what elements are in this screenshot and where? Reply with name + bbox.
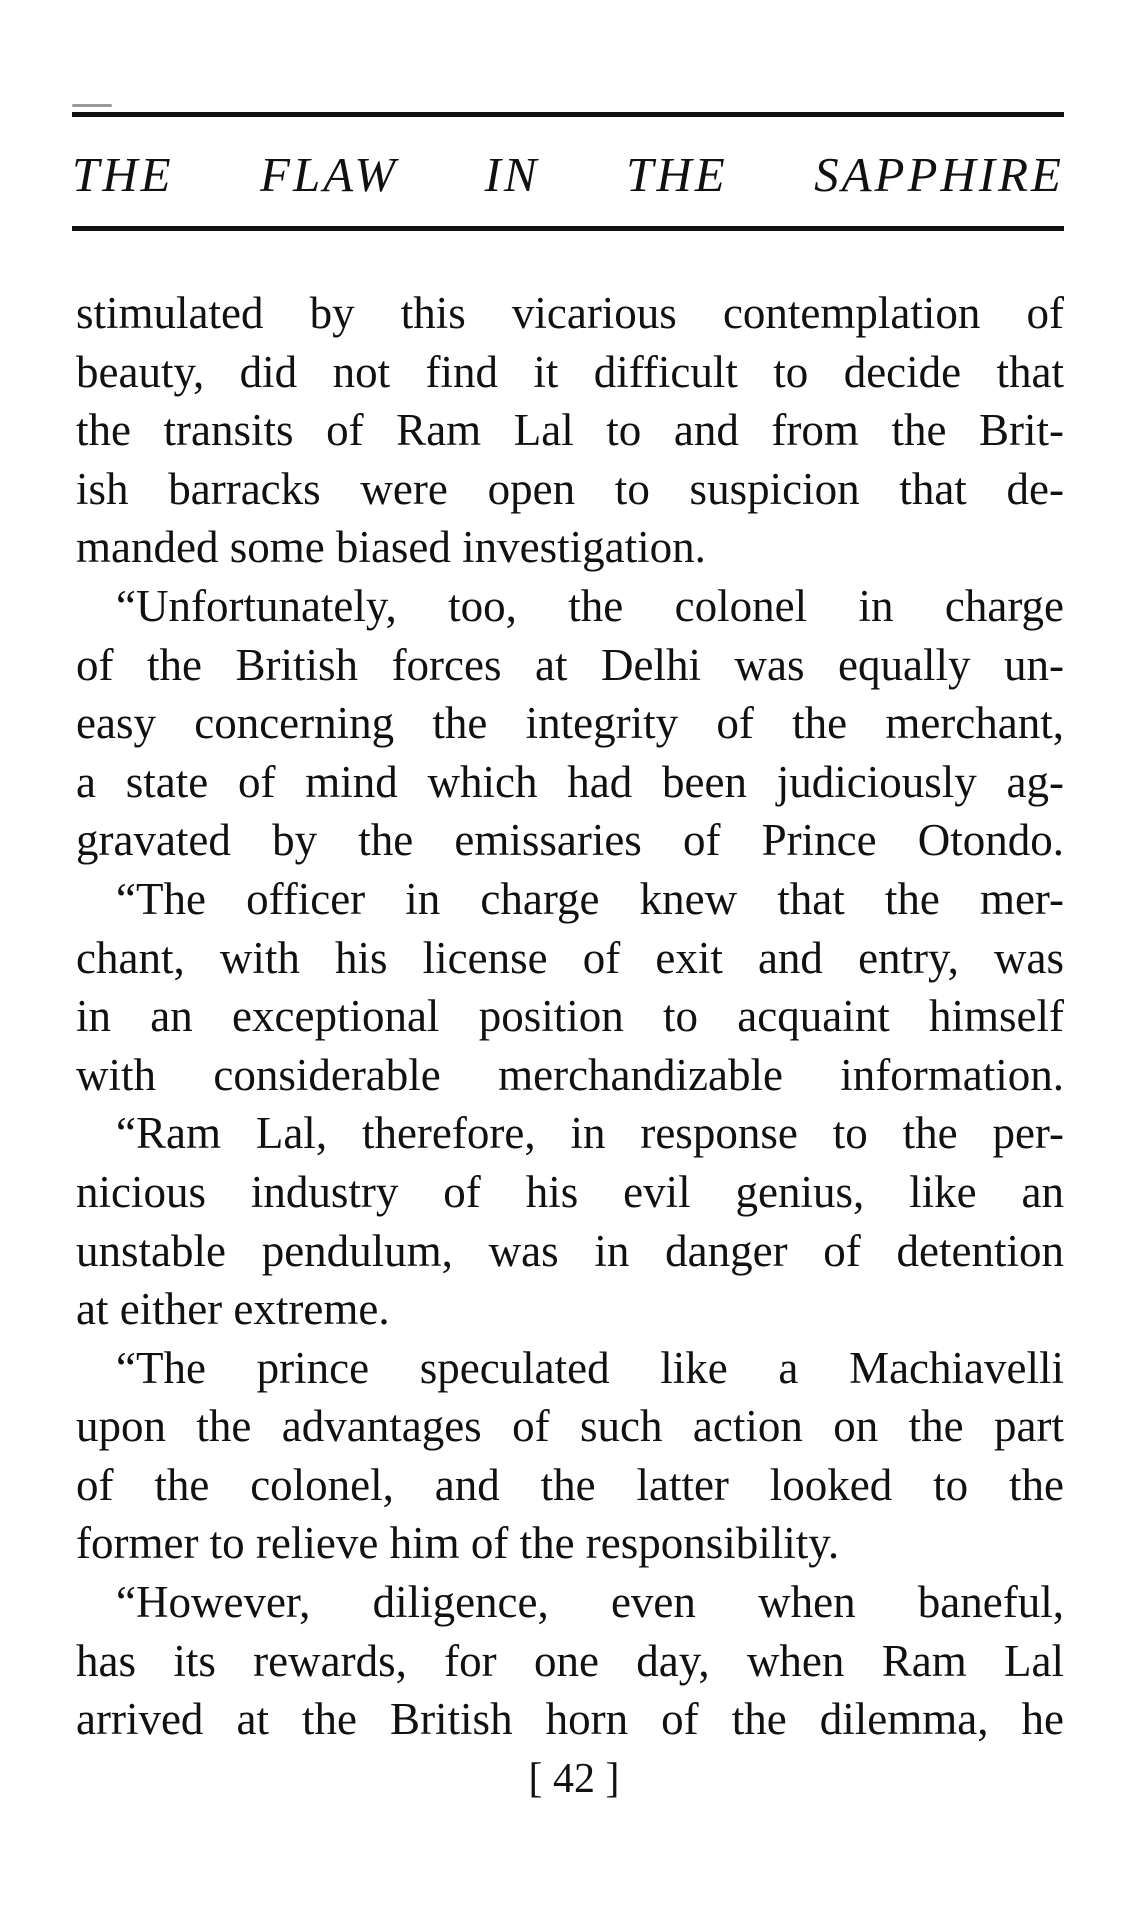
paragraph [76,1573,1064,1749]
text-line: chant, with his license of exit and entry, was [76,932,1064,983]
text-line: of the colonel, and the latter looked to the [76,1459,1064,1510]
text-line: “The prince speculated like a Machiavelli [116,1342,1064,1393]
text-line: manded some biased investigation. [76,522,706,573]
body-text [76,284,1064,1749]
text-line: with considerable merchandizable information. [76,1049,1064,1100]
paragraph [76,577,1064,870]
text-line: unstable pendulum, was in danger of detention [76,1225,1064,1276]
text-line: in an exceptional position to acquaint himself [76,991,1064,1042]
running-head: THE FLAW IN THE SAPPHIRE [72,147,1064,202]
text-line: “Unfortunately, too, the colonel in charge [116,580,1064,631]
text-line: the transits of Ram Lal to and from the Brit- [76,405,1064,456]
text-line: “However, diligence, even when baneful, [116,1577,1064,1628]
text-line: stimulated by this vicarious contemplation of [76,288,1064,338]
header-rule-bottom [72,226,1064,231]
ink-speck [72,104,112,107]
text-line: former to relieve him of the responsibility. [76,1518,840,1569]
paragraph [76,1104,1064,1338]
text-line: nicious industry of his evil genius, like an [76,1166,1064,1217]
text-line: “The officer in charge knew that the mer- [116,873,1064,924]
text-line: beauty, did not find it difficult to decide that [76,346,1064,397]
text-line: gravated by the emissaries of Prince Otondo. [76,815,1064,866]
text-line: at either extreme. [76,1284,390,1335]
text-line: ish barracks were open to suspicion that de- [76,463,1064,514]
page-number: [ 42 ] [528,1756,620,1802]
paragraph [76,870,1064,1104]
paragraph [76,284,1064,577]
text-line: has its rewards, for one day, when Ram Lal [76,1635,1064,1686]
text-line: of the British forces at Delhi was equally un- [76,639,1064,690]
paragraph [76,1339,1064,1573]
text-line: arrived at the British horn of the dilemma, he [76,1694,1064,1745]
header-rule-top [72,112,1064,117]
text-line: “Ram Lal, therefore, in response to the per- [116,1108,1064,1159]
text-line: a state of mind which had been judiciously ag- [76,756,1064,807]
text-line: easy concerning the integrity of the merchant, [76,698,1064,749]
text-line: upon the advantages of such action on the part [76,1401,1064,1452]
